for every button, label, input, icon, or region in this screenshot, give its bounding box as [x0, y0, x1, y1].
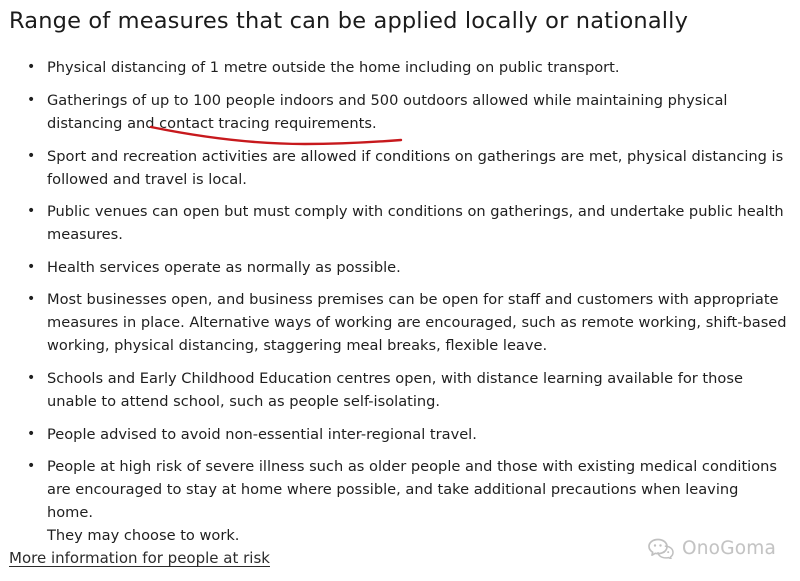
- bullet-icon: •: [27, 59, 36, 75]
- measure-item-5: [27, 256, 787, 279]
- measure-item-4: [27, 200, 787, 246]
- measure-text: Sport and recreation activities are allowed if conditions on gatherings are met, physical distancing is followed and travel is local.: [47, 148, 784, 188]
- more-information-link[interactable]: More information for people at risk: [9, 549, 270, 567]
- measure-text: People advised to avoid non-essential inter-regional travel.: [47, 426, 477, 443]
- watermark-text: OnoGoma: [682, 537, 777, 559]
- measure-text: Schools and Early Childhood Education centres open, with distance learning available for those unable to attend school, such as people self-isolating.: [47, 370, 743, 410]
- measure-item-3: [27, 145, 787, 191]
- bullet-icon: •: [27, 291, 36, 307]
- bullet-icon: •: [27, 426, 36, 442]
- measure-text: Physical distancing of 1 metre outside the home including on public transport.: [47, 59, 620, 76]
- measure-item-2: [27, 89, 787, 135]
- wechat-icon: [647, 537, 675, 559]
- measure-text: Health services operate as normally as possible.: [47, 259, 401, 276]
- measure-text: People at high risk of severe illness such as older people and those with existing medical conditions are encouraged to stay at home where possible, and take additional precautions when leaving home. They may choose to work.: [47, 458, 778, 544]
- measure-text: Gatherings of up to 100 people indoors and 500 outdoors allowed while maintaining physical distancing and contact tracing requirements.: [47, 92, 728, 132]
- measure-item-8: [27, 423, 787, 446]
- bullet-icon: •: [27, 458, 36, 474]
- measure-text: Most businesses open, and business premises can be open for staff and customers with appropriate measures in place. Alternative ways of working are encouraged, such as remote working, shift-based working, physical distancing, staggering meal breaks, flexible leave.: [47, 291, 787, 354]
- bullet-icon: •: [27, 92, 36, 108]
- measure-item-1: [27, 56, 787, 79]
- measure-item-9: [27, 455, 787, 547]
- bullet-icon: •: [27, 259, 36, 275]
- bullet-icon: •: [27, 203, 36, 219]
- measure-item-6: [27, 288, 787, 357]
- bullet-icon: •: [27, 370, 36, 386]
- measure-item-7: [27, 367, 787, 413]
- measure-text: Public venues can open but must comply with conditions on gatherings, and undertake public health measures.: [47, 203, 784, 243]
- watermark: [647, 536, 776, 560]
- bullet-icon: •: [27, 148, 36, 164]
- page-title: Range of measures that can be applied locally or nationally: [9, 8, 689, 34]
